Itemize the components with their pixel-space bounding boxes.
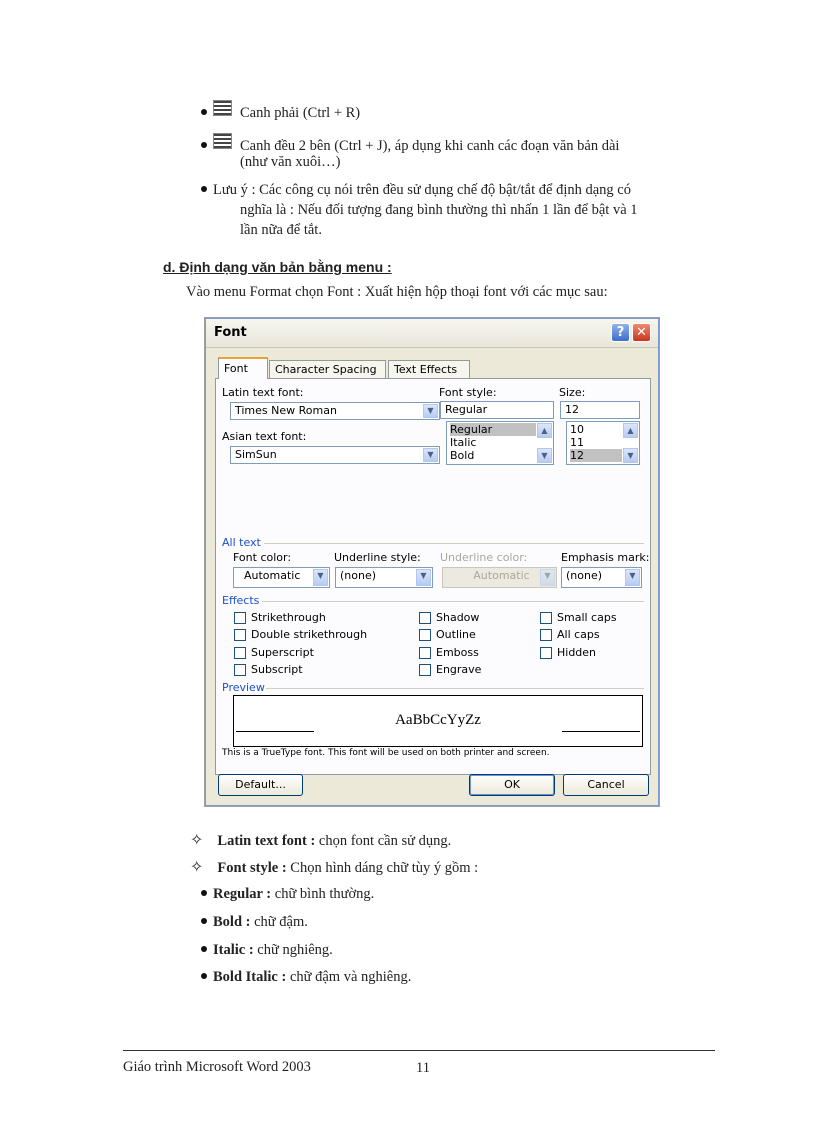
underline-style-select[interactable]: [335, 567, 433, 588]
style-option[interactable]: Italic: [450, 436, 477, 449]
font-color-value: Automatic: [244, 569, 301, 582]
tab-font[interactable]: Font: [218, 357, 268, 379]
sub-item-italic: [201, 941, 333, 960]
bullet-dot: [201, 142, 207, 148]
font-style-list[interactable]: [446, 421, 554, 465]
emphasis-mark-label: Emphasis mark:: [561, 551, 650, 564]
latin-font-select[interactable]: [230, 402, 440, 420]
default-button[interactable]: Default...: [218, 774, 303, 796]
tab-character-spacing[interactable]: Character Spacing: [269, 360, 386, 378]
emboss-checkbox[interactable]: [419, 647, 431, 659]
sub-item-regular: [201, 885, 374, 904]
all-text-group-label: All text: [222, 536, 261, 549]
item-term: Italic :: [213, 942, 254, 958]
size-option[interactable]: 11: [570, 436, 584, 449]
scroll-down-icon[interactable]: ▼: [623, 448, 638, 463]
subscript-label: Subscript: [251, 663, 303, 676]
item-desc: chữ nghiêng.: [253, 942, 333, 958]
bullet-dot: [201, 186, 207, 192]
bullet-note: [201, 181, 631, 200]
emboss-label: Emboss: [436, 646, 479, 659]
bullet-dot: [201, 890, 207, 896]
preview-box: [233, 695, 643, 747]
style-option[interactable]: Regular: [450, 423, 536, 436]
scroll-up-icon[interactable]: ▲: [623, 423, 638, 438]
double-strikethrough-label: Double strikethrough: [251, 628, 368, 641]
chevron-down-icon[interactable]: ▼: [416, 569, 431, 586]
item-term: Regular :: [213, 886, 272, 902]
preview-group-label: Preview: [222, 681, 265, 694]
double-strikethrough-checkbox[interactable]: [234, 629, 246, 641]
item-desc: Chọn hình dáng chữ tùy ý gồm :: [286, 860, 479, 876]
font-color-label: Font color:: [233, 551, 292, 564]
group-divider: [264, 543, 644, 544]
small-caps-checkbox[interactable]: [540, 612, 552, 624]
diamond-bullet-icon: ✧: [190, 857, 204, 876]
item-desc: chọn font cần sử dụng.: [315, 833, 452, 849]
dialog-title: Font: [214, 325, 247, 340]
page-number: 11: [416, 1060, 430, 1076]
shadow-checkbox[interactable]: [419, 612, 431, 624]
bullet-dot: [201, 109, 207, 115]
bullet-note-cont1: nghĩa là : Nếu đối tượng đang bình thường thì nhấn 1 lần để bật và 1: [240, 202, 638, 218]
underline-style-label: Underline style:: [334, 551, 421, 564]
close-button[interactable]: ✕: [632, 323, 651, 342]
all-caps-checkbox[interactable]: [540, 629, 552, 641]
underline-color-value: Automatic: [473, 569, 530, 582]
latin-font-label: Latin text font:: [222, 386, 304, 399]
section-intro: Vào menu Format chọn Font : Xuất hiện hộp thoại font với các mục sau:: [186, 284, 608, 300]
preview-sample: AaBbCcYyZz: [395, 712, 481, 728]
hidden-label: Hidden: [557, 646, 597, 659]
preview-baseline-left: [236, 731, 314, 732]
dialog-titlebar: [206, 319, 658, 348]
chevron-down-icon[interactable]: ▼: [540, 569, 555, 586]
all-caps-label: All caps: [557, 628, 600, 641]
size-input[interactable]: 12: [560, 401, 640, 419]
engrave-label: Engrave: [436, 663, 482, 676]
latin-font-value: Times New Roman: [235, 404, 337, 417]
font-style-input[interactable]: Regular: [440, 401, 554, 419]
hidden-checkbox[interactable]: [540, 647, 552, 659]
footer-rule: [123, 1050, 715, 1051]
bullet-align-right: [201, 100, 360, 123]
superscript-label: Superscript: [251, 646, 314, 659]
footer-title: Giáo trình Microsoft Word 2003: [123, 1059, 311, 1075]
font-color-select[interactable]: [233, 567, 330, 588]
outline-label: Outline: [436, 628, 476, 641]
list-item-font-style: [190, 857, 478, 878]
bullet-dot: [201, 946, 207, 952]
item-term: Bold Italic :: [213, 969, 287, 985]
underline-color-label: Underline color:: [440, 551, 528, 564]
superscript-checkbox[interactable]: [234, 647, 246, 659]
bullet-text: Lưu ý : Các công cụ nói trên đều sử dụng chế độ bật/tắt để định dạng có: [213, 182, 631, 198]
engrave-checkbox[interactable]: [419, 664, 431, 676]
underline-style-value: (none): [340, 569, 377, 582]
strikethrough-checkbox[interactable]: [234, 612, 246, 624]
cancel-button[interactable]: Cancel: [563, 774, 649, 796]
group-divider: [262, 601, 644, 602]
item-term: Latin text font :: [217, 833, 316, 849]
size-list[interactable]: [566, 421, 640, 465]
asian-font-select[interactable]: [230, 446, 440, 464]
align-right-icon: [213, 100, 232, 116]
group-divider: [266, 688, 644, 689]
font-tab-panel: [215, 378, 651, 775]
underline-color-select[interactable]: [442, 567, 557, 588]
asian-font-label: Asian text font:: [222, 430, 307, 443]
tab-text-effects[interactable]: Text Effects: [388, 360, 470, 378]
chevron-down-icon[interactable]: ▼: [625, 569, 640, 586]
diamond-bullet-icon: ✧: [190, 830, 204, 849]
scroll-up-icon[interactable]: ▲: [537, 423, 552, 438]
strikethrough-label: Strikethrough: [251, 611, 326, 624]
bullet-text: Canh phải (Ctrl + R): [240, 105, 361, 121]
preview-baseline-right: [562, 731, 640, 732]
size-option[interactable]: 10: [570, 423, 584, 436]
bullet-text: Canh đều 2 bên (Ctrl + J), áp dụng khi canh các đoạn văn bản dài: [240, 138, 620, 154]
font-style-label: Font style:: [439, 386, 497, 399]
item-desc: chữ bình thường.: [271, 886, 375, 902]
emphasis-mark-value: (none): [566, 569, 603, 582]
item-desc: chữ đậm và nghiêng.: [286, 969, 412, 985]
small-caps-label: Small caps: [557, 611, 617, 624]
shadow-label: Shadow: [436, 611, 480, 624]
scroll-down-icon[interactable]: ▼: [537, 448, 552, 463]
size-label: Size:: [559, 386, 586, 399]
subscript-checkbox[interactable]: [234, 664, 246, 676]
truetype-note: This is a TrueType font. This font will be used on both printer and screen.: [222, 748, 550, 758]
bullet-dot: [201, 973, 207, 979]
sub-item-bold-italic: [201, 968, 411, 987]
size-option[interactable]: 12: [570, 449, 622, 462]
font-dialog: [205, 318, 659, 806]
bullet-justify-cont: (như văn xuôi…): [240, 154, 341, 170]
style-option[interactable]: Bold: [450, 449, 475, 462]
item-desc: chữ đậm.: [250, 914, 308, 930]
list-item-latin: [190, 830, 451, 851]
chevron-down-icon[interactable]: ▼: [423, 404, 438, 418]
asian-font-value: SimSun: [235, 448, 277, 461]
bullet-note-cont2: lần nữa để tắt.: [240, 222, 322, 238]
emphasis-mark-select[interactable]: [561, 567, 642, 588]
section-heading: d. Định dạng văn bản bằng menu :: [163, 259, 392, 275]
item-term: Bold :: [213, 914, 251, 930]
outline-checkbox[interactable]: [419, 629, 431, 641]
help-button[interactable]: ?: [611, 323, 630, 342]
chevron-down-icon[interactable]: ▼: [423, 448, 438, 462]
effects-group-label: Effects: [222, 594, 260, 607]
sub-item-bold: [201, 913, 308, 932]
bullet-dot: [201, 918, 207, 924]
justify-icon: [213, 133, 232, 149]
item-term: Font style :: [217, 860, 287, 876]
chevron-down-icon[interactable]: ▼: [313, 569, 328, 586]
ok-button[interactable]: OK: [469, 774, 555, 796]
